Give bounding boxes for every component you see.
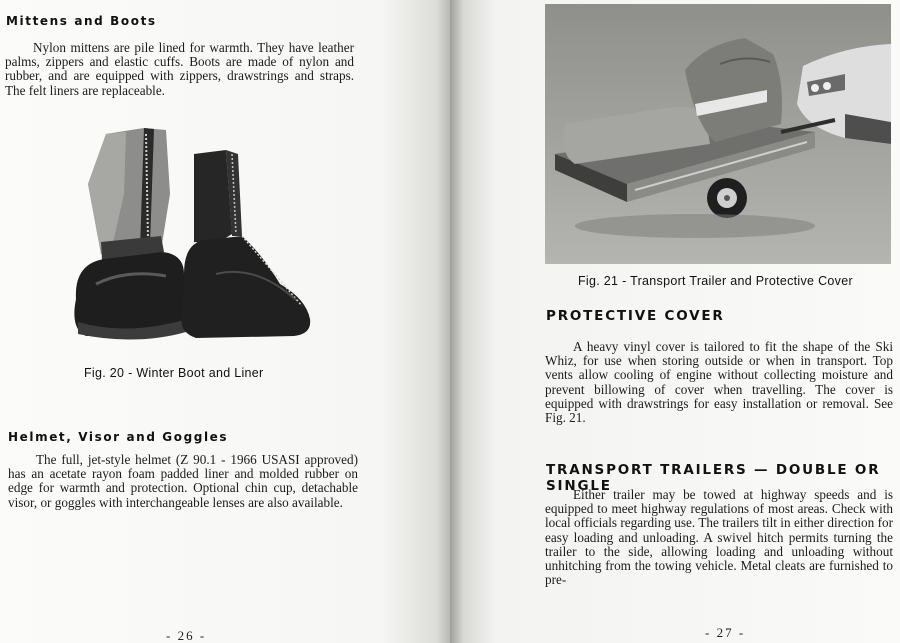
section-heading-helmet: Helmet, Visor and Goggles xyxy=(8,430,229,444)
transport-trailer-photo xyxy=(545,4,891,264)
section-heading-protective-cover: PROTECTIVE COVER xyxy=(546,308,725,324)
paragraph-transport-trailers xyxy=(545,488,893,587)
paragraph-helmet xyxy=(8,453,358,510)
paragraph-mittens-text: Nylon mittens are pile lined for warmth. They have leather palms, zippers and elastic cuffs. Boots are made of nylon and rubber, and are equipped with zippers, drawstrings and straps. The felt liners are replaceable. xyxy=(5,40,354,98)
page-number-27: - 27 - xyxy=(705,625,746,640)
section-heading-mittens-boots: Mittens and Boots xyxy=(6,14,157,28)
paragraph-protective-cover-text: A heavy vinyl cover is tailored to fit the shape of the Ski Whiz, for use when storing outside or when in transport. Top vents allow cooling of engine without collecting moisture and prevent billowing of cover when travelling. The cover is equipped with drawstrings for easy installation or removal. See Fig. 21. xyxy=(545,339,893,426)
paragraph-mittens-boots xyxy=(5,41,354,98)
figure-20-caption: Fig. 20 - Winter Boot and Liner xyxy=(84,366,264,380)
paragraph-protective-cover xyxy=(545,340,893,425)
figure-21-caption: Fig. 21 - Transport Trailer and Protective Cover xyxy=(578,274,853,288)
paragraph-helmet-text: The full, jet-style helmet (Z 90.1 - 1966 USASI approved) has an acetate rayon foam padded liner and molded rubber on edge for warmth and protection. Optional chin cup, detachable visor, or goggles with interchangeable lenses are also available. xyxy=(8,452,358,510)
winter-boot-photo xyxy=(66,124,316,356)
page-27 xyxy=(450,0,900,643)
paragraph-transport-trailers-text: Either trailer may be towed at highway speeds and is equipped to meet highway regulations of most areas. Check with local officials regarding use. The trailers tilt in either direction for easy loading and unloading. A swivel hitch permits turning the trailer to the side, allowing loading and unloading without unhitching from the towing vehicle. Metal cleats are furnished to pre- xyxy=(545,487,893,588)
page-number-26: - 26 - xyxy=(166,628,207,643)
section-heading-transport-trailers: TRANSPORT TRAILERS — DOUBLE OR SINGLE xyxy=(546,462,881,494)
